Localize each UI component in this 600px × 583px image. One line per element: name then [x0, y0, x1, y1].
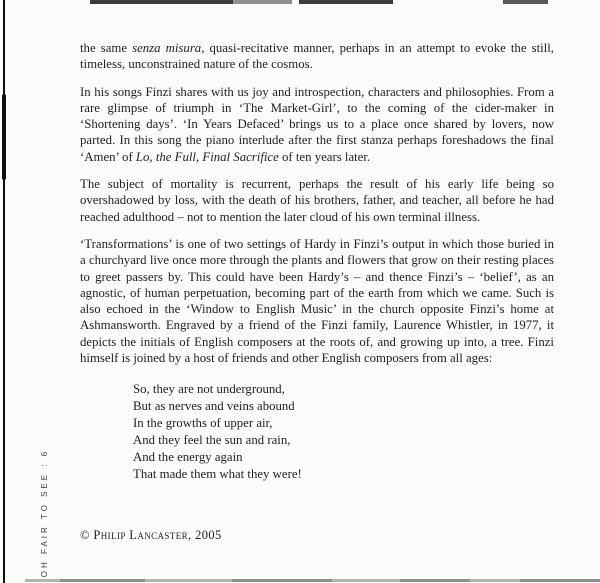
scan-edge-left-bulge — [2, 94, 6, 180]
scan-artifact-top — [90, 0, 233, 4]
scan-artifact-top — [503, 0, 548, 4]
scan-artifact-bottom — [400, 579, 470, 582]
paragraph-songs: In his songs Finzi shares with us joy and introspection, characters and philosophies. From a rare glimpse of triumph in ‘The Market-Girl’, to the coming of the cider-maker in ‘Shortening days’. ‘In Years Defaced’ brings us to a place once shared by lovers, now parted. In this song the piano interlude after the first stanza perhaps foreshadows the final ‘Amen’ of Lo, the Full, Final Sacrifice of ten years later. — [80, 84, 554, 164]
copyright-line: © Philip Lancaster, 2005 — [80, 528, 222, 543]
scan-edge-left-line — [3, 0, 5, 583]
scan-artifact-top — [233, 0, 292, 4]
poem-line: So, they are not underground, — [133, 382, 285, 397]
scan-artifact-bottom — [60, 579, 145, 582]
poem-quote — [133, 381, 554, 483]
poem-line: And the energy again — [133, 450, 243, 465]
scan-artifact-top — [299, 0, 393, 4]
scan-artifact-bottom — [232, 579, 332, 582]
scan-artifact-bottom — [520, 579, 600, 582]
page-body — [80, 40, 554, 544]
poem-line: That made them what they were! — [133, 467, 302, 482]
spine-caption: OH FAIR TO SEE : 6 — [40, 448, 49, 578]
poem-line: And they feel the sun and rain, — [133, 433, 291, 448]
poem-line: But as nerves and veins abound — [133, 399, 295, 414]
paragraph-cosmos: the same senza misura, quasi-recitative manner, perhaps in an attempt to evoke the still, timeless, unconstrained nature of the cosmos. — [80, 41, 554, 72]
poem-line: In the growths of upper air, — [133, 416, 273, 431]
paragraph-transformations: ‘Transformations’ is one of two settings of Hardy in Finzi’s output in which those buried in a churchyard live once more through the plants and flowers that grow on their resting places to greet passers by. This could have been Hardy’s – and thence Finzi’s – ‘belief’, as an agnostic, of human perpetuation, becoming part of the earth from which we came. Such is also echoed in the ‘Window to English Music’ in the church opposite Finzi’s home at Ashmansworth. Engraved by a friend of the Finzi family, Laurence Whistler, in 1977, it depicts the initials of English composers at the roots of, and growing up into, a tree. Finzi himself is joined by a host of friends and other English composers from all ages: — [80, 236, 554, 366]
paragraph-mortality: The subject of mortality is recurrent, perhaps the result of his early life being so overshadowed by loss, with the death of his brothers, father, and teacher, all before he had reached adulthood – not to mention the later cloud of his own terminal illness. — [80, 177, 554, 224]
